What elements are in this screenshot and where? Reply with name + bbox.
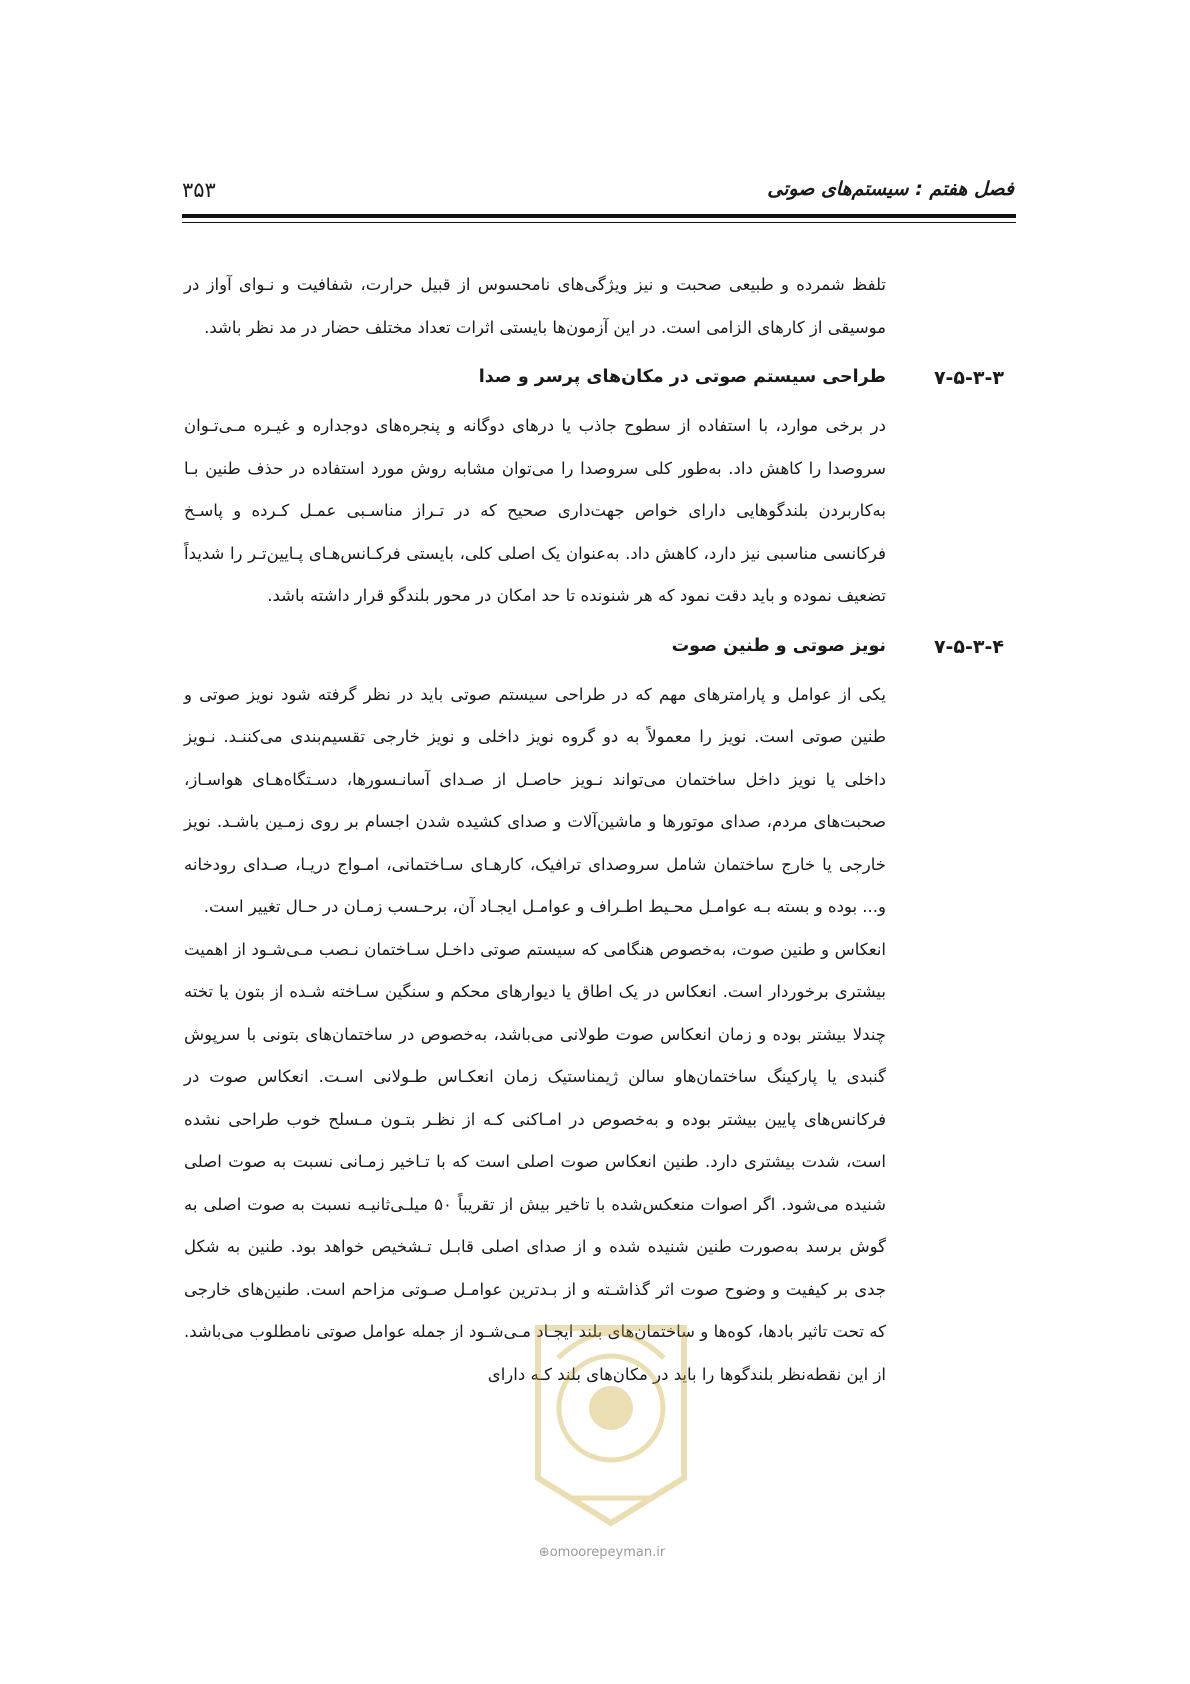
watermark-url: omoorepeyman.ir [549, 1545, 666, 1560]
page-header [182, 178, 1014, 206]
watermark-logo-icon [508, 1298, 714, 1538]
intro-paragraph: تلفظ شمرده و طبیعی صحبت و نیز ویژگی‌های نامحسوس از قبیل حرارت، شفافیت و نـوای آواز در موسیقی از کارهای الزامی است. در این آزمون‌ها بایستی اثرات تعداد مختلف حضار در مد نظر باشد. [184, 275, 886, 337]
section-heading [184, 361, 1004, 405]
section-paragraph: انعکاس و طنین صوت، به‌خصوص هنگامی که سیستم صوتی داخـل سـاختمان نـصب مـی‌شـود از اهمیت بیشتری برخوردار است. انعکاس در یک اطاق یا دیوارهای محکم و سنگین سـاخته شـده از بتون یا تخته چندلا بیشتر بوده و زمان انعکاس صوت طولانی می‌باشد، به‌خصوص در ساختمان‌های بتونی با سرپوش گنبدی یا پارکینگ ساختمان‌هاو سالن ژیمناستیک زمان انعکـاس طـولانی اسـت. انعکاس صوت در فرکانس‌های پایین بیشتر بوده و به‌خصوص در امـاکنی کـه از نظـر بتـون مـسلح خوب طراحی نشده است، شدت بیشتری دارد. طنین انعکاس صوت اصلی است که با تـاخیر زمـانی نسبت به صوت اصلی شنیده می‌شود. اگر اصوات منعکس‌شده با تاخیر بیش از تقریباً ۵۰ میلـی‌ثانیـه نسبت به صوت اصلی به گوش برسد به‌صورت طنین شنیده شده و از صدای اصلی قابـل تـشخیص خواهد بود. طنین به شکل جدی بر کیفیت و وضوح صوت اثر گذاشـته و از بـدترین عوامـل صـوتی مزاحم است. طنین‌های خارجی که تحت تاثیر بادها، کوه‌ها و ساختمان‌های بلند ایجـاد مـی‌شـود از جمله عوامل صوتی نامطلوب می‌باشد. از این نقطه‌نظر بلندگوها را باید در مکان‌های بلند کـه دارای [184, 939, 886, 1384]
section-number: ۷-۵-۳-۳ [933, 367, 1004, 389]
section-heading [184, 630, 1004, 674]
section-title: نویز صوتی و طنین صوت [671, 635, 886, 656]
section-paragraph: در برخی موارد، با استفاده از سطوح جاذب یا درهای دوگانه و پنجره‌های دوجداره و غیـره مـی‌تـوان سروصدا را کاهش داد. به‌طور کلی سروصدا را می‌توان مشابه روش مورد استفاده در حذف طنین بـا به‌کاربردن بلندگوهایی دارای خواص جهت‌داری صحیح که در تـراز مناسـبی عمـل کـرده و پاسـخ فرکانسی مناسبی نیز دارد، کاهش داد. به‌عنوان یک اصلی کلی، بایستی فرکـانس‌هـای پـایین‌تـر را شدیداً تضعیف نموده و باید دقت نمود که هر شنونده تا حد امکان در محور بلندگو قرار داشته باشد. [184, 416, 886, 605]
section-number: ۷-۵-۳-۴ [933, 635, 1004, 658]
globe-icon: ⊕ [538, 1545, 550, 1560]
header-rule-thin [182, 222, 1016, 223]
section-title: طراحی سیستم صوتی در مکان‌های پرسر و صدا [478, 367, 886, 387]
section-paragraph: یکی از عوامل و پارامترهای مهم که در طراحی سیستم صوتی باید در نظر گرفته شود نویز صوتی و طنین صوتی است. نویز را معمولاً به دو گروه نویز داخلی و نویز خارجی تقسیم‌بندی می‌کننـد. نـویز داخلی یا نویز داخل ساختمان می‌تواند نـویز حاصـل از صـدای آسانـسورها، دسـتگاه‌هـای هواسـاز، صحبت‌های مردم، صدای موتورها و ماشین‌آلات و صدای کشیده شدن اجسام بر روی زمـین باشـد. نویز خارجی یا خارج ساختمان شامل سروصدای ترافیک، کارهـای سـاختمانی، امـواج دریـا، صـدای رودخانه و... بوده و بسته بـه عوامـل محـیط اطـراف و عوامـل ایجـاد آن، برحـسب زمـان در حـال تغییر است. [184, 684, 886, 916]
header-rule-thick [182, 214, 1016, 218]
page-number: ۳۵۳ [182, 178, 216, 202]
watermark-text [497, 1545, 707, 1560]
chapter-title: فصل هفتم : سیستم‌های صوتی [767, 178, 1014, 200]
body-text [184, 264, 1004, 1396]
